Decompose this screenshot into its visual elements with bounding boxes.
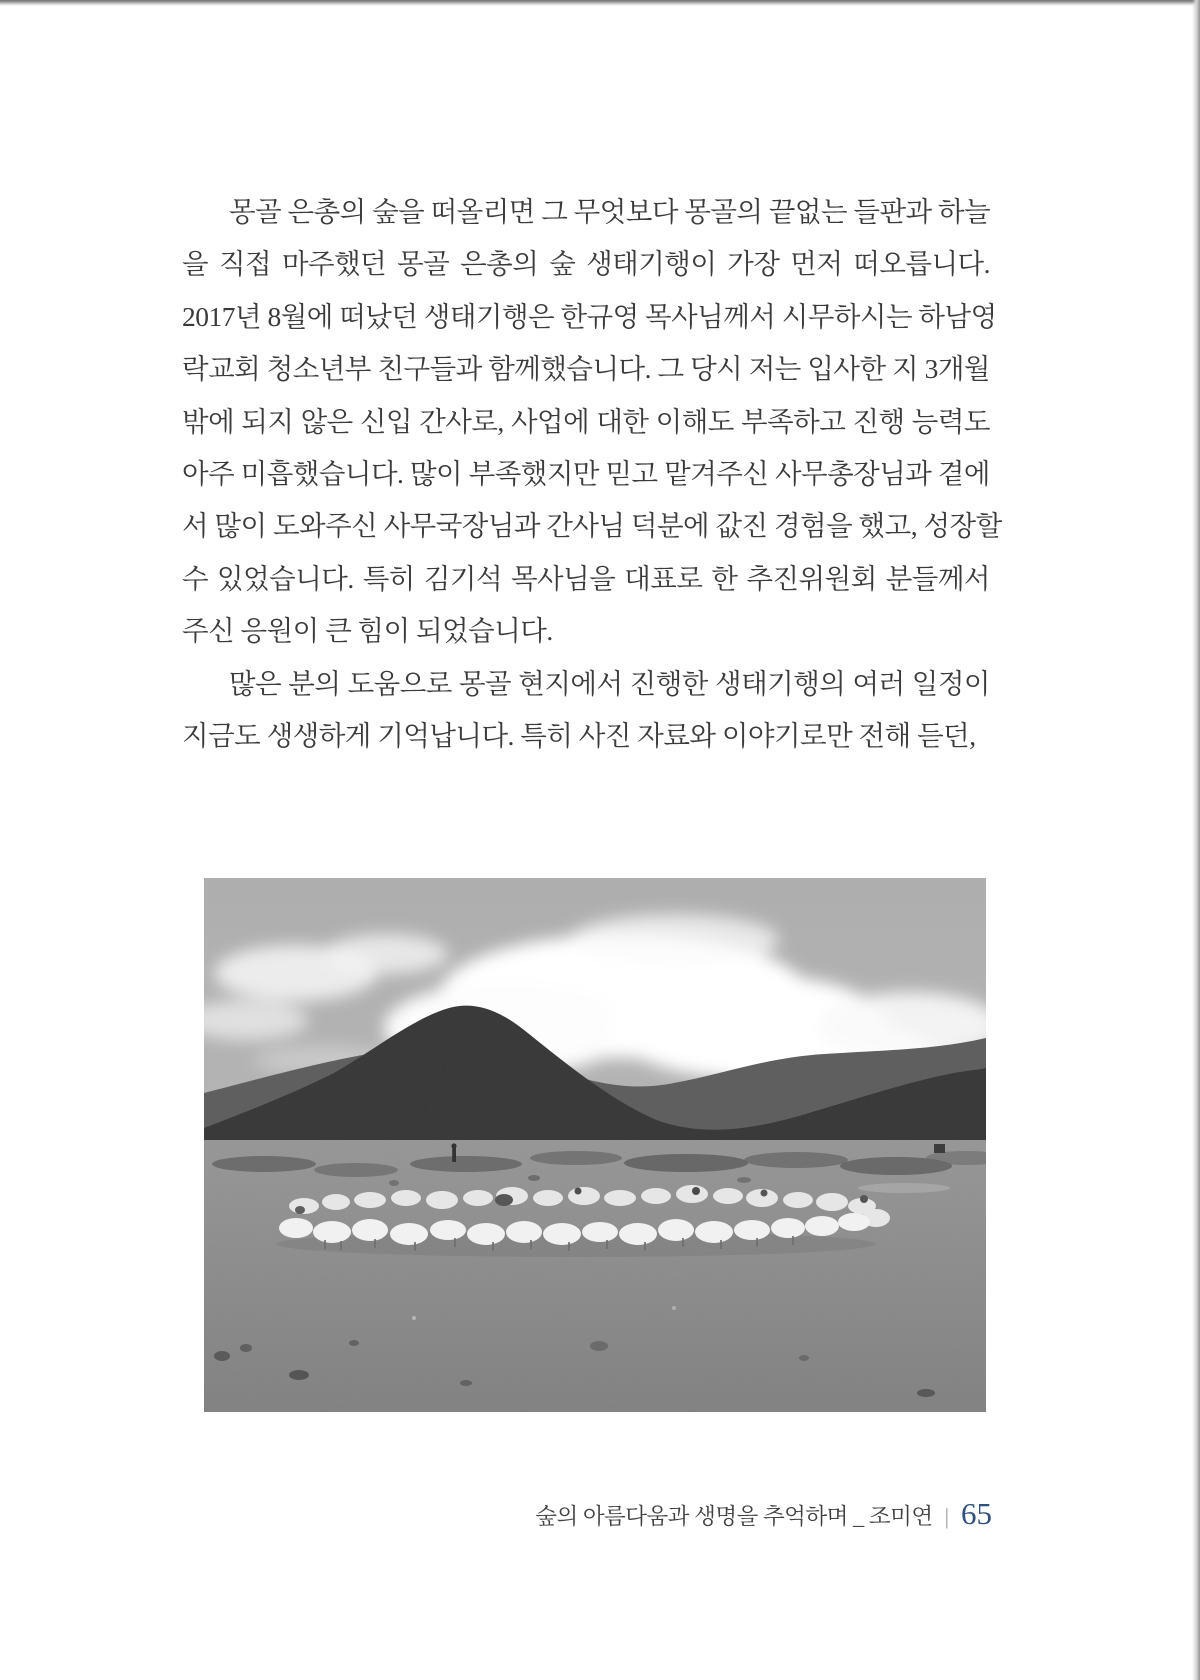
body-text-line: 많은 분의 도움으로 몽골 현지에서 진행한 생태기행의 여러 일정이	[229, 667, 990, 699]
body-text-line: 서 많이 도와주신 사무국장님과 간사님 덕분에 값진 경험을 했고, 성장할	[182, 510, 1002, 542]
body-text-line: 락교회 청소년부 친구들과 함께했습니다. 그 당시 저는 입사한 지 3개월	[182, 353, 990, 385]
footer-separator: |	[944, 1504, 949, 1529]
sheep-herd-photo-graphic	[204, 878, 986, 1412]
body-text-line: 밖에 되지 않은 신입 간사로, 사업에 대한 이해도 부족하고 진행 능력도	[182, 405, 990, 437]
body-text-line: 수 있었습니다. 특히 김기석 목사님을 대표로 한 추진위원회 분들께서	[182, 562, 990, 594]
scan-right-edge-artifact	[1192, 0, 1200, 1680]
page-number: 65	[961, 1496, 992, 1531]
body-text-line: 주신 응원이 큰 힘이 되었습니다.	[182, 615, 553, 647]
scan-top-edge-artifact	[0, 0, 1200, 6]
body-text-line: 2017년 8월에 떠났던 생태기행은 한규영 목사님께서 시무하시는 하남영	[182, 300, 997, 332]
page-footer	[535, 1496, 992, 1532]
body-text-line: 아주 미흡했습니다. 많이 부족했지만 믿고 맡겨주신 사무총장님과 곁에	[182, 457, 990, 489]
body-text-line: 몽골 은총의 숲을 떠올리면 그 무엇보다 몽골의 끝없는 들판과 하늘	[229, 196, 991, 227]
sheep-herd-landscape-photo	[204, 878, 986, 1412]
body-text-line: 지금도 생생하게 기억납니다. 특히 사진 자료와 이야기로만 전해 듣던,	[182, 719, 976, 751]
footer-caption: 숲의 아름다움과 생명을 추억하며 _ 조미연	[535, 1504, 933, 1529]
body-text	[182, 186, 1002, 762]
body-text-line: 을 직접 마주했던 몽골 은총의 숲 생태기행이 가장 먼저 떠오릅니다.	[182, 248, 990, 280]
